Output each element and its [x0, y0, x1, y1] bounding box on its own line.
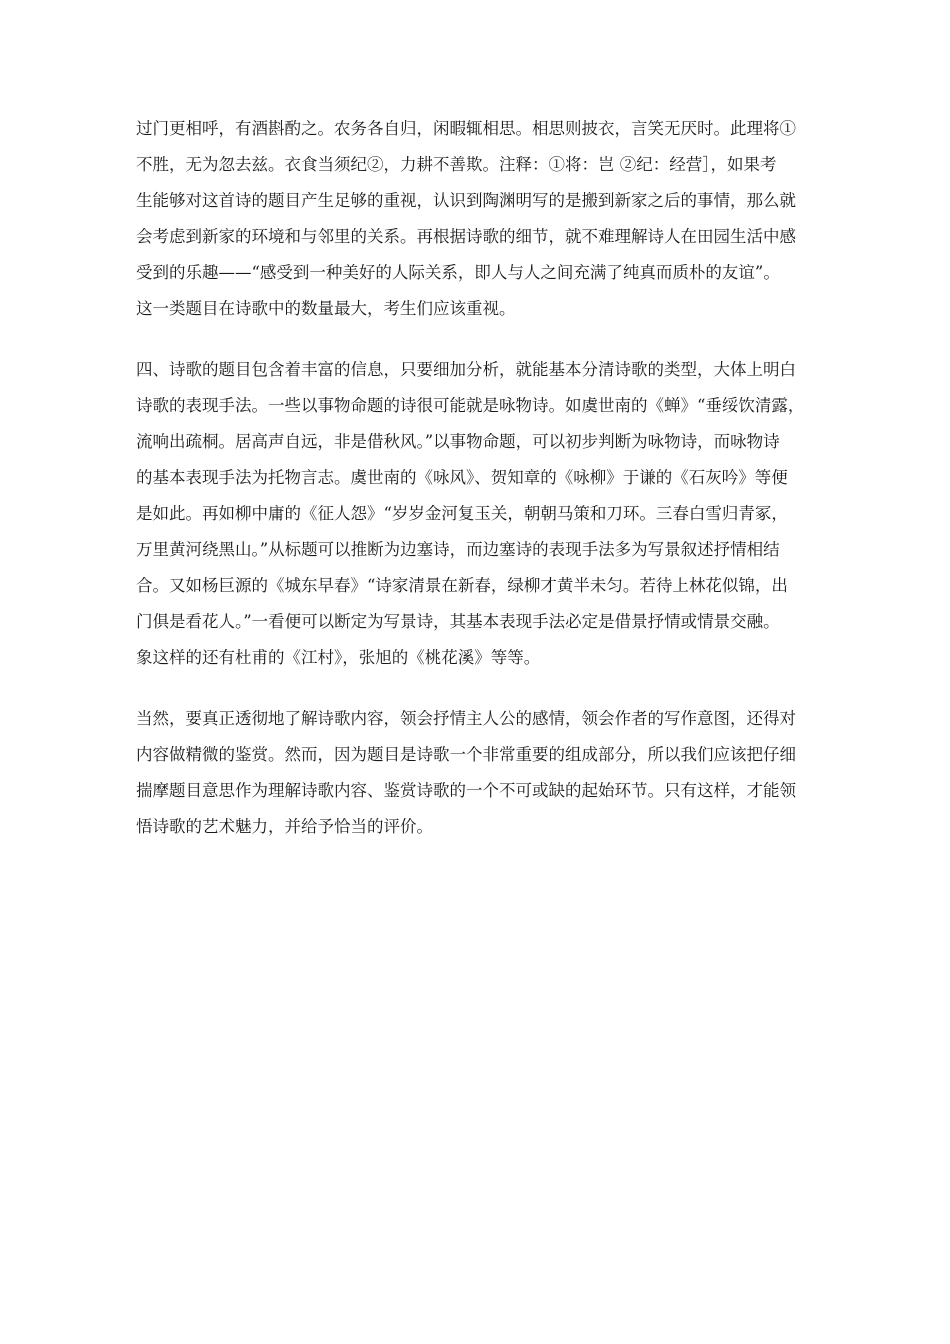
text-line: 四、诗歌的题目包含着丰富的信息，只要细加分析，就能基本分清诗歌的类型，大体上明白 — [136, 360, 796, 379]
text-line: 悟诗歌的艺术魅力，并给予恰当的评价。 — [136, 817, 433, 836]
text-line: 诗歌的表现手法。一些以事物命题的诗很可能就是咏物诗。如虞世南的《蝉》“垂绥饮清露， — [136, 396, 805, 415]
text-line: 这一类题目在诗歌中的数量最大，考生们应该重视。 — [136, 299, 516, 318]
text-line: 受到的乐趣——“感受到一种美好的人际关系，即人与人之间充满了纯真而质朴的友谊”。 — [136, 263, 780, 282]
text-line: 内容做精微的鉴赏。然而，因为题目是诗歌一个非常重要的组成部分，所以我们应该把仔细 — [136, 745, 796, 764]
text-line: 生能够对这首诗的题目产生足够的重视，认识到陶渊明写的是搬到新家之后的事情，那么就 — [136, 191, 796, 210]
paragraph-1 — [136, 111, 824, 327]
paragraph-3 — [136, 701, 824, 845]
text-line: 流响出疏桐。居高声自远，非是借秋风。”以事物命题，可以初步判断为咏物诗，而咏物诗 — [136, 432, 780, 451]
text-line: 过门更相呼，有酒斟酌之。农务各自归，闲暇辄相思。相思则披衣，言笑无厌时。此理将① — [136, 119, 796, 138]
text-line: 不胜，无为忽去兹。衣食当须纪②，力耕不善欺。注释：①将：岂 ②纪：经营］，如果考 — [136, 155, 777, 174]
text-line: 是如此。再如柳中庸的《征人怨》“岁岁金河复玉关，朝朝马策和刀环。三春白雪归青冢， — [136, 504, 788, 523]
text-line: 合。又如杨巨源的《城东早春》“诗家清景在新春，绿柳才黄半未匀。若待上林花似锦，出 — [136, 576, 788, 595]
text-line: 揣摩题目意思作为理解诗歌内容、鉴赏诗歌的一个不可或缺的起始环节。只有这样，才能领 — [136, 781, 796, 800]
text-line: 门俱是看花人。”一看便可以断定为写景诗，其基本表现手法必定是借景抒情或情景交融。 — [136, 612, 780, 631]
text-line: 象这样的还有杜甫的《江村》，张旭的《桃花溪》等等。 — [136, 648, 541, 667]
text-line: 会考虑到新家的环境和与邻里的关系。再根据诗歌的细节，就不难理解诗人在田园生活中感 — [136, 227, 796, 246]
paragraph-2 — [136, 352, 824, 676]
text-line: 万里黄河绕黑山。”从标题可以推断为边塞诗，而边塞诗的表现手法多为写景叙述抒情相结 — [136, 540, 780, 559]
document-body — [136, 111, 824, 870]
text-line: 当然，要真正透彻地了解诗歌内容，领会抒情主人公的感情，领会作者的写作意图，还得对 — [136, 709, 796, 728]
text-line: 的基本表现手法为托物言志。虞世南的《咏风》、贺知章的《咏柳》于谦的《石灰吟》等便 — [136, 468, 788, 487]
